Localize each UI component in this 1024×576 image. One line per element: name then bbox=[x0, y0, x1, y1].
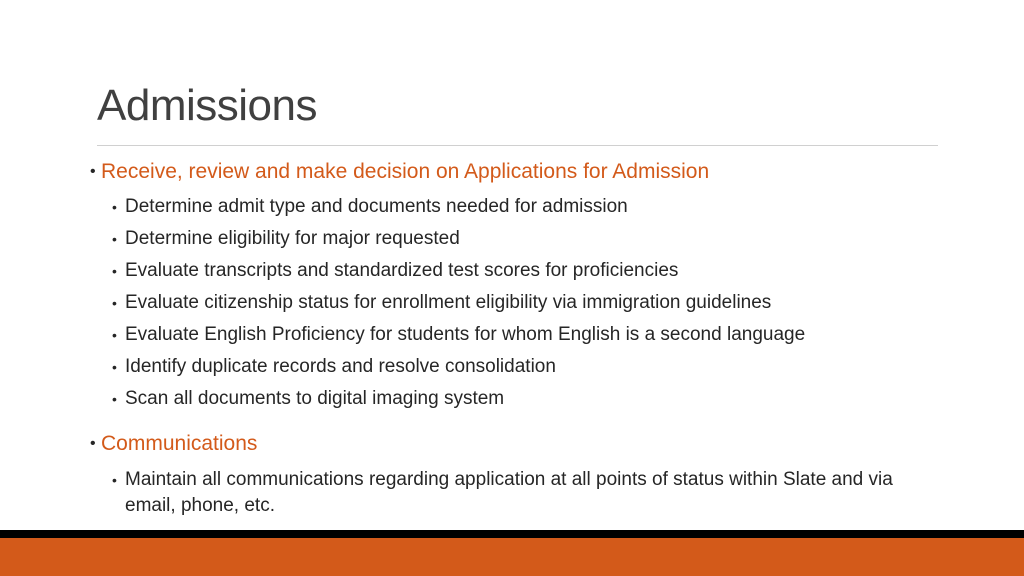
section-applications bbox=[90, 157, 950, 411]
list-item-text: Maintain all communications regarding application at all points of status within Slate and via email, phone, etc. bbox=[125, 469, 893, 516]
section-heading-text: Communications bbox=[101, 432, 258, 455]
slide-content bbox=[90, 157, 950, 519]
list-item-text: Evaluate transcripts and standardized test scores for proficiencies bbox=[125, 260, 679, 281]
list-item bbox=[90, 291, 950, 315]
list-item-text: Evaluate English Proficiency for students for whom English is a second language bbox=[125, 324, 806, 345]
bullet-icon: • bbox=[112, 295, 117, 311]
list-item bbox=[90, 323, 950, 347]
bullet-icon: • bbox=[112, 472, 117, 488]
list-item bbox=[90, 467, 945, 519]
section-heading-text: Receive, review and make decision on Applications for Admission bbox=[101, 160, 710, 183]
list-item bbox=[90, 259, 950, 283]
list-item bbox=[90, 195, 950, 219]
list-item-text: Determine eligibility for major requested bbox=[125, 228, 460, 249]
bullet-icon: • bbox=[112, 231, 117, 247]
list-item bbox=[90, 387, 950, 411]
list-item bbox=[90, 355, 950, 379]
section-heading bbox=[90, 429, 950, 459]
footer-accent-band bbox=[0, 538, 1024, 576]
bullet-icon: • bbox=[90, 163, 96, 180]
section-communications bbox=[90, 429, 950, 519]
bullet-icon: • bbox=[112, 199, 117, 215]
list-item-text: Identify duplicate records and resolve consolidation bbox=[125, 356, 556, 377]
footer-dark-stripe bbox=[0, 530, 1024, 538]
bullet-icon: • bbox=[112, 263, 117, 279]
bullet-icon: • bbox=[112, 327, 117, 343]
slide-title: Admissions bbox=[97, 81, 317, 130]
list-item-text: Scan all documents to digital imaging system bbox=[125, 388, 505, 409]
bullet-icon: • bbox=[112, 391, 117, 407]
title-divider bbox=[97, 145, 938, 146]
bullet-icon: • bbox=[112, 359, 117, 375]
bullet-icon: • bbox=[90, 435, 96, 452]
section-heading bbox=[90, 157, 950, 187]
list-item-text: Evaluate citizenship status for enrollment eligibility via immigration guidelines bbox=[125, 292, 772, 313]
list-item bbox=[90, 227, 950, 251]
list-item-text: Determine admit type and documents needed for admission bbox=[125, 196, 628, 217]
